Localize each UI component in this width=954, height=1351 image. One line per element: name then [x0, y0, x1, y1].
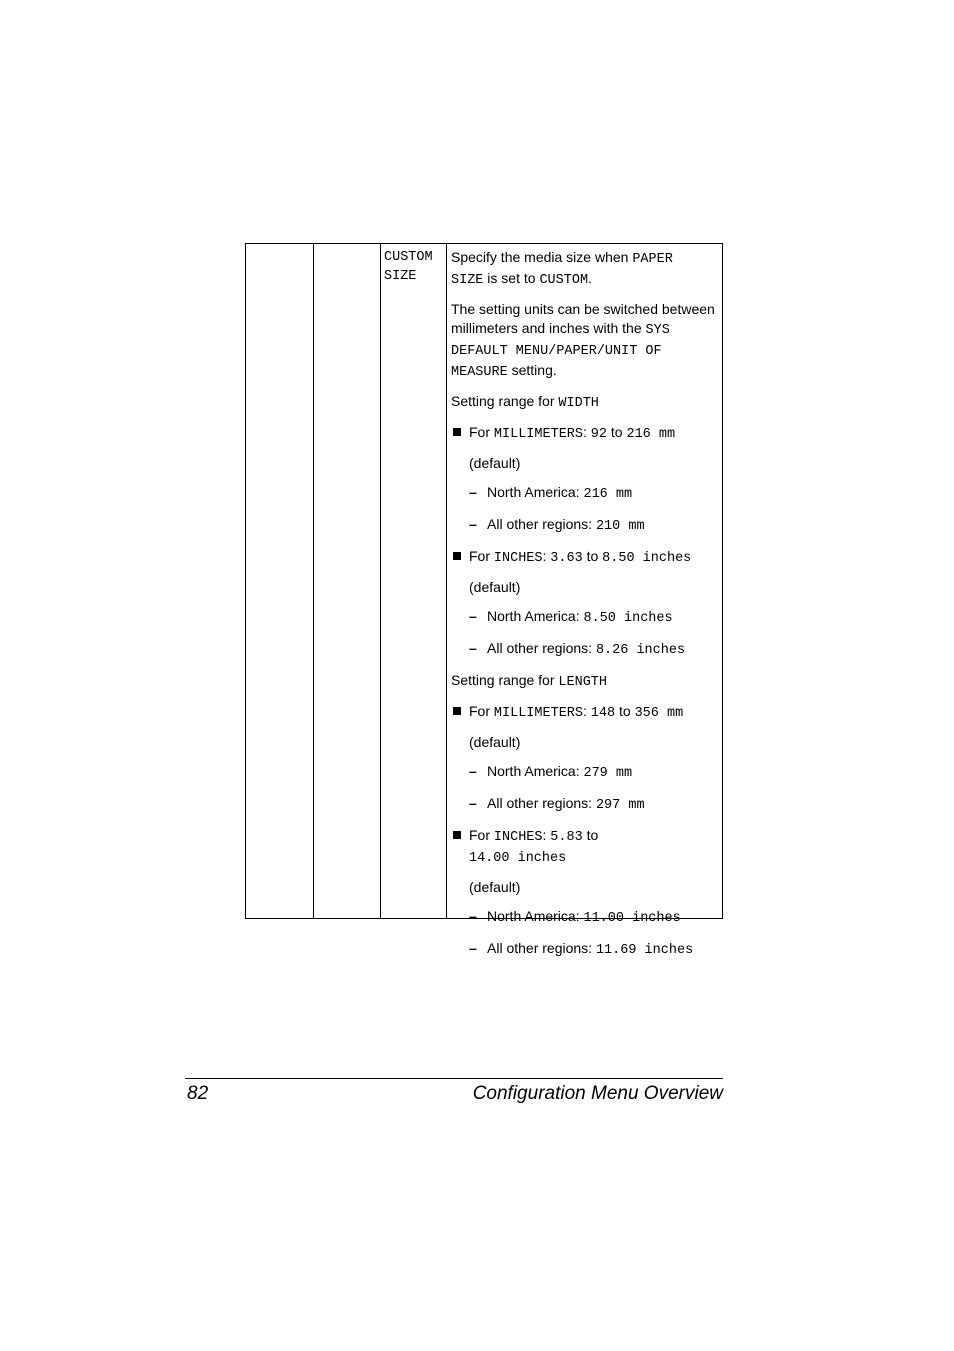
item-text: :	[583, 424, 591, 440]
width-in-item	[451, 547, 723, 568]
default-label: (default)	[469, 734, 521, 750]
column-divider	[446, 244, 447, 918]
heading-code: WIDTH	[558, 396, 599, 411]
setting-name-cell	[384, 248, 446, 286]
item-text: :	[583, 703, 591, 719]
intro-text: is set to	[483, 270, 540, 286]
dash-icon: –	[469, 608, 477, 624]
region-value: 11.00 inches	[583, 911, 681, 926]
region-value: 297 mm	[595, 798, 645, 813]
bullet-square-icon	[453, 552, 461, 560]
length-heading	[451, 671, 723, 692]
region-label: North America:	[487, 908, 584, 924]
region-item	[451, 607, 723, 628]
item-code: INCHES	[493, 551, 543, 566]
dash-icon: –	[469, 516, 477, 532]
item-text: For	[469, 424, 494, 440]
units-paragraph	[451, 300, 723, 382]
region-value: 11.69 inches	[595, 943, 694, 958]
item-text: For	[469, 827, 494, 843]
default-label: (default)	[469, 879, 521, 895]
dash-icon: –	[469, 908, 477, 924]
units-code: DEFAULT MENU/PAPER/UNIT OF	[451, 344, 662, 359]
region-label: All other regions:	[487, 940, 596, 956]
item-code: 356 mm	[634, 706, 684, 721]
region-label: All other regions:	[487, 795, 596, 811]
region-label: North America:	[487, 763, 584, 779]
bullet-square-icon	[453, 707, 461, 715]
region-item	[451, 483, 723, 504]
intro-code: CUSTOM	[539, 273, 589, 288]
column-divider	[380, 244, 381, 918]
units-text: The setting units can be switched between millimeters and inches with the	[451, 301, 715, 336]
item-text: For	[469, 703, 494, 719]
item-code: INCHES	[493, 830, 543, 845]
dash-icon: –	[469, 795, 477, 811]
dash-icon: –	[469, 484, 477, 500]
default-label: (default)	[469, 579, 521, 595]
region-item	[451, 939, 723, 960]
region-value: 216 mm	[583, 487, 633, 502]
region-label: All other regions:	[487, 516, 596, 532]
setting-name-line: SIZE	[384, 269, 417, 284]
intro-text: Specify the media size when	[451, 249, 633, 265]
item-text: to	[582, 548, 603, 564]
region-value: 8.50 inches	[583, 611, 673, 626]
length-mm-item	[451, 702, 723, 723]
region-label: North America:	[487, 608, 584, 624]
intro-code: SIZE	[451, 273, 484, 288]
dash-icon: –	[469, 763, 477, 779]
units-code: SYS	[645, 323, 670, 338]
item-text: For	[469, 548, 494, 564]
region-item	[451, 515, 723, 536]
item-code: 3.63	[550, 551, 583, 566]
item-code: 5.83	[550, 830, 583, 845]
region-item	[451, 639, 723, 660]
units-code: MEASURE	[451, 365, 508, 380]
bullet-square-icon	[453, 428, 461, 436]
intro-code: PAPER	[632, 252, 673, 267]
item-code: 216 mm	[626, 427, 676, 442]
default-label: (default)	[469, 455, 521, 471]
dash-icon: –	[469, 640, 477, 656]
length-in-item	[451, 826, 723, 868]
item-text: to	[582, 827, 599, 843]
region-value: 8.26 inches	[595, 643, 686, 658]
description-cell	[451, 248, 723, 971]
region-label: North America:	[487, 484, 584, 500]
item-text: to	[615, 703, 635, 719]
region-item	[451, 907, 723, 928]
item-code: 92	[590, 427, 607, 442]
footer-title: Configuration Menu Overview	[472, 1083, 723, 1104]
region-value: 279 mm	[583, 766, 633, 781]
dash-icon: –	[469, 940, 477, 956]
heading-code: LENGTH	[558, 675, 608, 690]
item-code: 148	[590, 706, 616, 721]
item-text: to	[607, 424, 627, 440]
item-code: 14.00 inches	[469, 851, 567, 866]
region-item	[451, 794, 723, 815]
config-table	[245, 243, 723, 958]
item-text: :	[542, 548, 551, 564]
footer-divider	[185, 1078, 723, 1079]
item-code: 8.50 inches	[602, 551, 692, 566]
intro-paragraph	[451, 248, 723, 290]
region-item	[451, 762, 723, 783]
bullet-square-icon	[453, 831, 461, 839]
intro-text: .	[588, 270, 592, 286]
item-text: :	[542, 827, 551, 843]
width-mm-item	[451, 423, 723, 444]
region-label: All other regions:	[487, 640, 596, 656]
heading-text: Setting range for	[451, 393, 559, 409]
units-text: setting.	[507, 362, 557, 378]
heading-text: Setting range for	[451, 672, 559, 688]
item-code: MILLIMETERS	[493, 706, 584, 721]
page-number: 82	[187, 1083, 209, 1104]
item-code: MILLIMETERS	[493, 427, 584, 442]
region-value: 210 mm	[595, 519, 645, 534]
setting-name-line: CUSTOM	[384, 250, 433, 265]
column-divider	[313, 244, 314, 918]
width-heading	[451, 392, 723, 413]
